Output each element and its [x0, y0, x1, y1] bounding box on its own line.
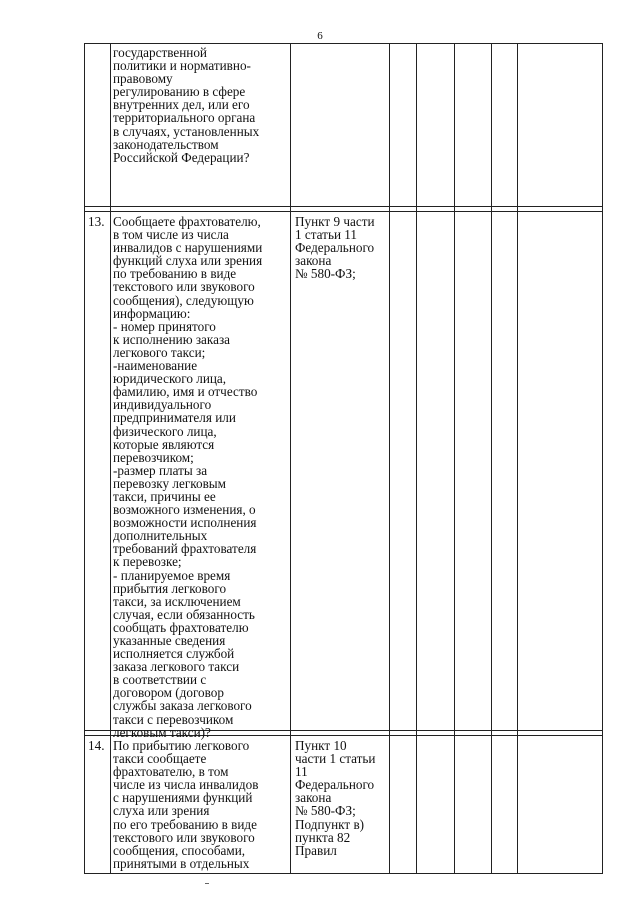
legal-source: Пункт 10 части 1 статьи 11 Федерального закона № 580-ФЗ; Подпункт в) пункта 82 Правил — [295, 738, 376, 858]
column-divider — [84, 43, 85, 874]
column-divider — [454, 43, 455, 874]
column-divider — [491, 43, 492, 874]
row-divider — [84, 211, 603, 212]
row-number: 14. — [88, 738, 105, 753]
legal-source: Пункт 9 части 1 статьи 11 Федерального закона № 580-ФЗ; — [295, 214, 375, 282]
question-text: По прибытию легкового такси сообщаете фрахтователю, в том числе из числа инвалидов с нарушениями функций слуха или зрения по его требованию в виде текстового или звукового сообщения, способами, принятыми в отдельных — [113, 738, 259, 871]
question-text: Сообщаете фрахтователю, в том числе из числа инвалидов с нарушениями функций слуха или зрения по требованию в виде текстового или звукового сообщения), следующую информацию: - номер принятого к исполнению заказа легкового такси; -наименование юридического лица, фамилию, имя и отчество индивидуального предпринимателя или физического лица, которые являются перевозчиком; -размер платы за перевозку легковым такси, причины ее возможного изменения, о возможности исполнения дополнительных требований фрахтователя к перевозке; - планируемое время прибытия легкового такси, за исключением случая, если обязанность сообщать фрахтователю указанные сведения исполняется службой заказа легкового такси в соответствии с договором (договор службы заказа легкового такси с перевозчиком легковым такси)? — [113, 214, 263, 740]
column-divider — [416, 43, 417, 874]
column-divider — [602, 43, 603, 874]
scan-speck — [205, 883, 209, 884]
checklist-table — [84, 43, 603, 874]
column-divider — [290, 43, 291, 874]
column-divider — [517, 43, 518, 874]
question-text: государственной политики и нормативно- правовому регулированию в сфере внутренних дел, или его территориального органа в случаях, установленных законодательством Российской Федерации? — [113, 45, 260, 165]
row-number: 13. — [88, 214, 105, 229]
row-divider — [84, 206, 603, 207]
page-number: 6 — [317, 30, 323, 42]
table-border-top — [84, 43, 603, 44]
table-border-bottom — [84, 873, 603, 874]
